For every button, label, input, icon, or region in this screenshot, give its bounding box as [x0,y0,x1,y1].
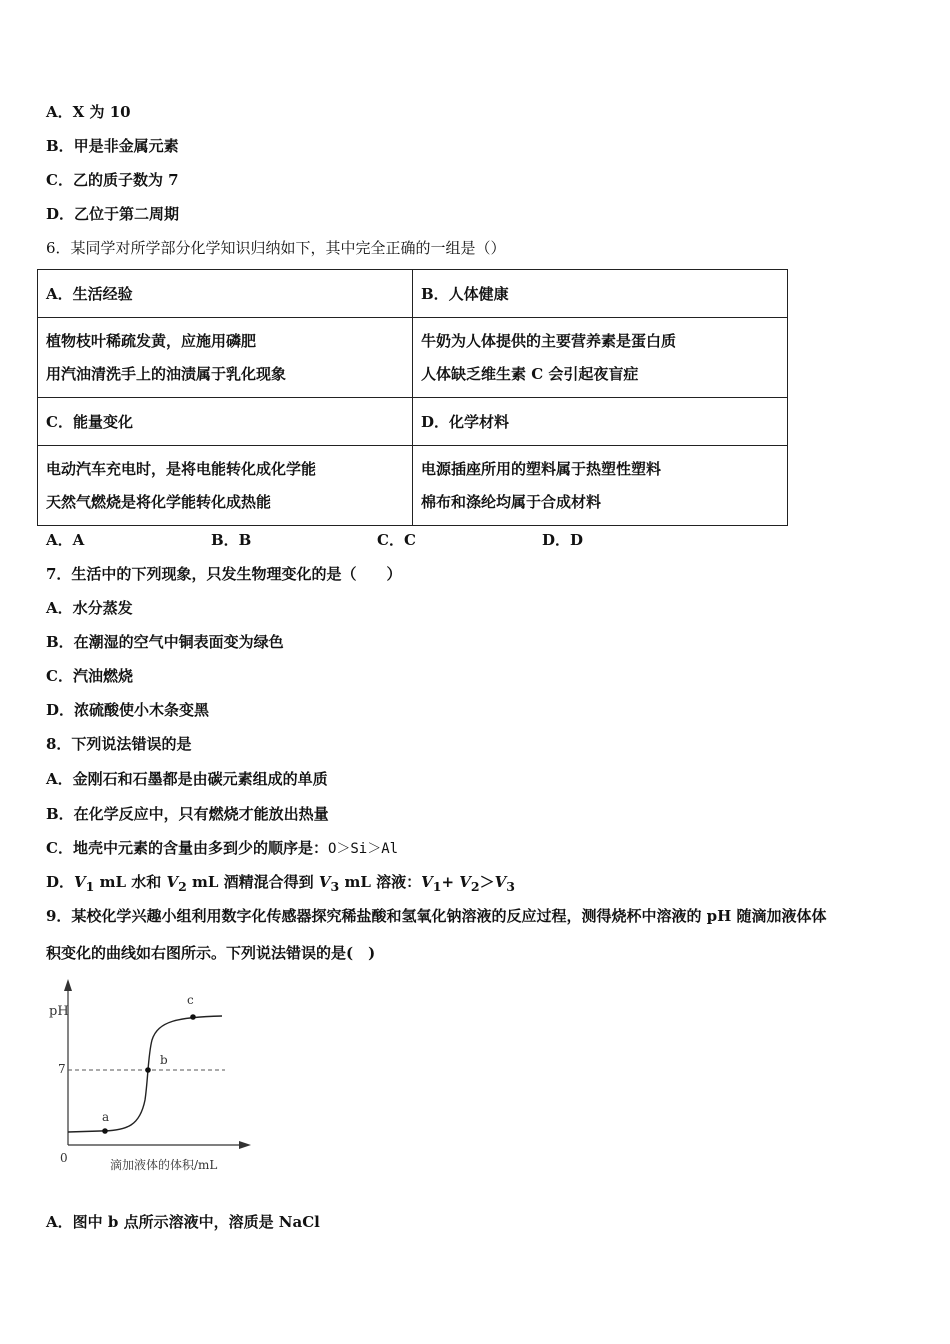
point-b-label: b [160,1053,168,1067]
q9-stem-line1: 9．某校化学兴趣小组利用数字化传感器探究稀盐酸和氢氧化钠溶液的反应过程，测得烧杯中溶液的 pH 随滴加液体体 [46,907,827,925]
point-c [190,1014,196,1020]
q8-d-rel1: V [421,873,433,891]
table-c-line1: 电动汽车充电时，是将电能转化成化学能 [46,459,317,478]
q5-option-b: B．甲是非金属元素 [46,137,179,155]
q8-d-rel1-sub: 1 [432,879,442,894]
q8-d-v3: V [318,873,331,891]
y-tick-7: 7 [58,1062,66,1076]
q5-option-a: A．X 为 10 [46,103,131,121]
table-cell-b-title: B．人体健康 [413,270,788,318]
q6-option-b: B．B [211,531,252,549]
q9-option-a: A．图中 b 点所示溶液中，溶质是 NaCl [46,1213,320,1231]
table-cell-a-title: A．生活经验 [38,270,413,318]
q6-knowledge-table [37,269,788,526]
point-c-label: c [187,993,194,1007]
titration-curve [68,1016,222,1132]
q8-option-c-text: C．地壳中元素的含量由多到少的顺序是： [46,839,328,857]
table-b-line1: 牛奶为人体提供的主要营养素是蛋白质 [421,331,677,350]
q9-stem-line2: 积变化的曲线如右图所示。下列说法错误的是( ) [46,944,376,962]
q8-option-a: A．金刚石和石墨都是由碳元素组成的单质 [46,770,328,788]
q8-d-text2: mL 酒精混合得到 [186,873,319,891]
q8-d-prefix: D． [46,873,75,891]
origin-label: 0 [60,1151,68,1165]
point-b [145,1067,151,1073]
table-cell-a-body [38,318,413,398]
q8-d-plus: + [441,873,460,891]
q8-d-sub1: 1 [85,879,95,894]
table-cell-d-body [413,446,788,526]
q8-d-rel2: V [459,873,471,891]
q8-option-c [46,838,398,859]
point-a [102,1128,108,1134]
point-a-label: a [102,1110,110,1124]
q8-option-c-formula: O＞Si＞Al [327,841,399,857]
q6-option-c: C．C [377,531,416,549]
q8-d-v1: V [74,873,86,891]
y-axis-arrow [64,979,72,991]
q8-d-rel3: V [494,873,507,891]
q5-option-c: C．乙的质子数为 7 [46,171,179,189]
q8-option-d [46,872,515,897]
q8-d-gt: ＞ [479,873,495,891]
table-cell-b-body [413,318,788,398]
table-cell-c-body [38,446,413,526]
x-axis-arrow [239,1141,251,1149]
q8-option-b: B．在化学反应中，只有燃烧才能放出热量 [46,805,329,823]
table-a-line1: 植物枝叶稀疏发黄，应施用磷肥 [46,331,257,350]
table-d-line2: 棉布和涤纶均属于合成材料 [421,492,602,511]
q8-d-text1: mL 水和 [94,873,167,891]
q7-option-a: A．水分蒸发 [46,599,133,617]
y-axis-label: pH [49,1004,69,1019]
q8-d-rel2-sub: 2 [470,879,480,894]
table-b-line2: 人体缺乏维生素 C 会引起夜盲症 [421,364,639,383]
q7-stem: 7．生活中的下列现象，只发生物理变化的是（ ） [46,565,402,583]
q7-option-b: B．在潮湿的空气中铜表面变为绿色 [46,633,284,651]
q6-option-a: A．A [46,531,85,549]
q5-option-d: D．乙位于第二周期 [46,205,180,223]
q8-stem: 8．下列说法错误的是 [46,735,192,753]
table-c-line2: 天然气燃烧是将化学能转化成热能 [46,492,272,511]
table-cell-d-title: D．化学材料 [413,398,788,446]
q8-d-rel3-sub: 3 [506,879,515,894]
q8-d-sub2: 2 [178,879,187,894]
table-cell-c-title: C．能量变化 [38,398,413,446]
q7-option-d: D．浓硫酸使小木条变黑 [46,701,210,719]
q6-stem: 6．某同学对所学部分化学知识归纳如下，其中完全正确的一组是（） [46,239,506,257]
q8-d-v2: V [166,873,179,891]
table-a-line2: 用汽油清洗手上的油渍属于乳化现象 [46,364,287,383]
ph-curve-figure [40,975,270,1180]
x-axis-label: 滴加液体的体积/mL [110,1158,218,1172]
q8-d-text3: mL 溶液： [339,873,422,891]
table-d-line1: 电源插座所用的塑料属于热塑性塑料 [421,459,662,478]
q8-d-sub3: 3 [330,879,340,894]
q6-options [46,530,583,550]
q6-option-d: D．D [542,531,584,549]
q7-option-c: C．汽油燃烧 [46,667,133,685]
